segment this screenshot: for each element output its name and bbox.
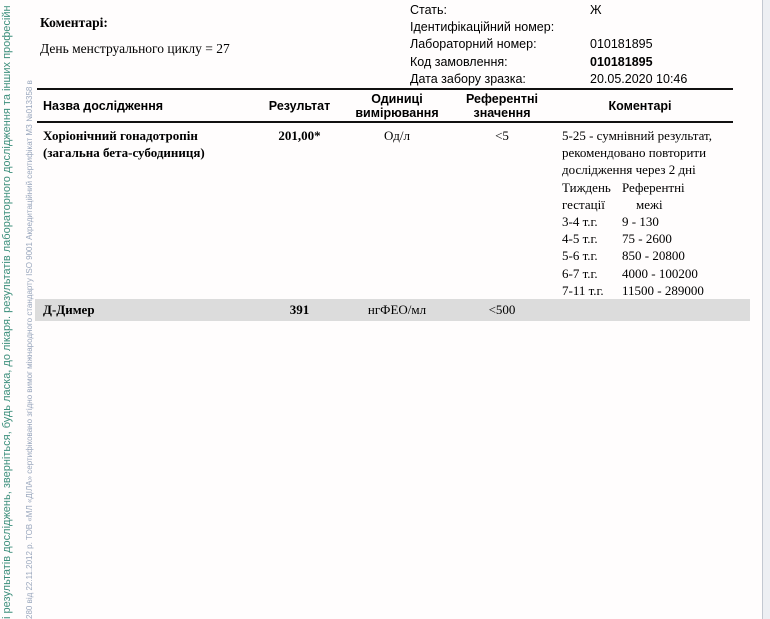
results-table <box>37 88 733 321</box>
patient-info-row <box>410 70 687 87</box>
laboratory-number-label: Лабораторний номер: <box>410 37 537 52</box>
gestation-range: 850 - 20800 <box>622 248 685 264</box>
gestation-week: 3-4 т.г. <box>562 214 598 230</box>
header-comments: Коментарі <box>608 98 672 113</box>
patient-info-block <box>410 1 687 87</box>
units-cell: нгФЕО/мл <box>367 302 427 318</box>
header-reference <box>457 92 547 120</box>
comment-line: дослідження через 2 дні <box>562 162 696 178</box>
gestation-week: 5-6 т.г. <box>562 248 598 264</box>
test-name-line2: (загальна бета-субодиниця) <box>43 145 205 161</box>
order-code-value: 010181895 <box>590 54 653 69</box>
patient-info-row <box>410 1 687 18</box>
gestation-row <box>562 213 733 230</box>
comments-line: День менструального циклу = 27 <box>40 41 230 56</box>
vertical-certification-text: 280 від 22.11.2012 р. ТОВ «МЛ «ДІЛА» сертифіковано згідно вимог міжнародного стандарту ISO 9001 Акредитаційний сертифікат МЗ №013358 в <box>25 80 34 619</box>
gestation-header-row <box>562 196 733 213</box>
gestation-week: 4-5 т.г. <box>562 231 598 247</box>
gestation-week: 6-7 т.г. <box>562 265 598 281</box>
results-table-header <box>37 88 733 123</box>
gestation-range: 75 - 2600 <box>622 231 672 247</box>
header-units-line2: вимірювання <box>355 105 439 120</box>
patient-info-row <box>410 53 687 70</box>
vertical-disclaimer-text: і результатів досліджень, зверніться, будь ласка, до лікаря. результатів лабораторного дослідження та інших професійн <box>1 5 13 619</box>
result-cell: 391 <box>289 302 310 318</box>
gestation-range-header: Референтні <box>622 179 685 195</box>
sex-label: Стать: <box>410 2 447 17</box>
gestation-week-header: Тиждень <box>562 179 611 195</box>
header-test-name: Назва дослідження <box>43 98 164 113</box>
gestation-reference-table <box>562 179 733 299</box>
gestation-row <box>562 247 733 264</box>
table-row-d-dimer <box>35 299 750 321</box>
sample-date-value: 20.05.2020 10:46 <box>590 71 688 86</box>
reference-cell: <5 <box>495 128 509 143</box>
gestation-row <box>562 282 733 299</box>
units-cell: Од/л <box>384 128 410 143</box>
gestation-header-row <box>562 179 733 196</box>
identification-number-label: Ідентифікаційний номер: <box>410 19 555 34</box>
gestation-range-header2: межі <box>636 196 663 212</box>
laboratory-number-value: 010181895 <box>590 37 653 52</box>
comment-line: 5-25 - сумнівний результат, <box>562 128 713 143</box>
header-reference-line1: Референтні <box>466 91 538 106</box>
header-units-line1: Одиниці <box>371 91 423 106</box>
test-name-cell <box>37 127 262 299</box>
header-units <box>337 92 457 120</box>
gestation-range: 11500 - 289000 <box>622 282 704 298</box>
patient-info-row <box>410 36 687 53</box>
page-edge-band <box>763 0 770 619</box>
gestation-week-header2: гестації <box>562 196 605 212</box>
comment-line: рекомендовано повторити <box>562 145 707 161</box>
table-row-hcg <box>37 123 733 299</box>
gestation-row <box>562 230 733 247</box>
header-reference-line2: значення <box>473 105 531 120</box>
patient-info-row <box>410 18 687 35</box>
test-name-line1: Хоріонічний гонадотропін <box>43 128 198 143</box>
comments-block <box>40 15 230 57</box>
sample-date-label: Дата забору зразка: <box>410 71 526 86</box>
test-name-cell: Д-Димер <box>43 302 95 318</box>
order-code-label: Код замовлення: <box>410 54 508 69</box>
gestation-row <box>562 265 733 282</box>
comment-cell <box>547 127 733 299</box>
gestation-range: 4000 - 100200 <box>622 265 698 281</box>
gestation-week: 7-11 т.г. <box>562 282 604 298</box>
reference-cell: <500 <box>488 302 516 318</box>
gestation-range: 9 - 130 <box>622 214 659 230</box>
comments-title: Коментарі: <box>40 15 108 30</box>
result-cell: 201,00* <box>278 128 321 143</box>
sex-value: Ж <box>590 2 602 17</box>
header-result: Результат <box>268 98 331 113</box>
